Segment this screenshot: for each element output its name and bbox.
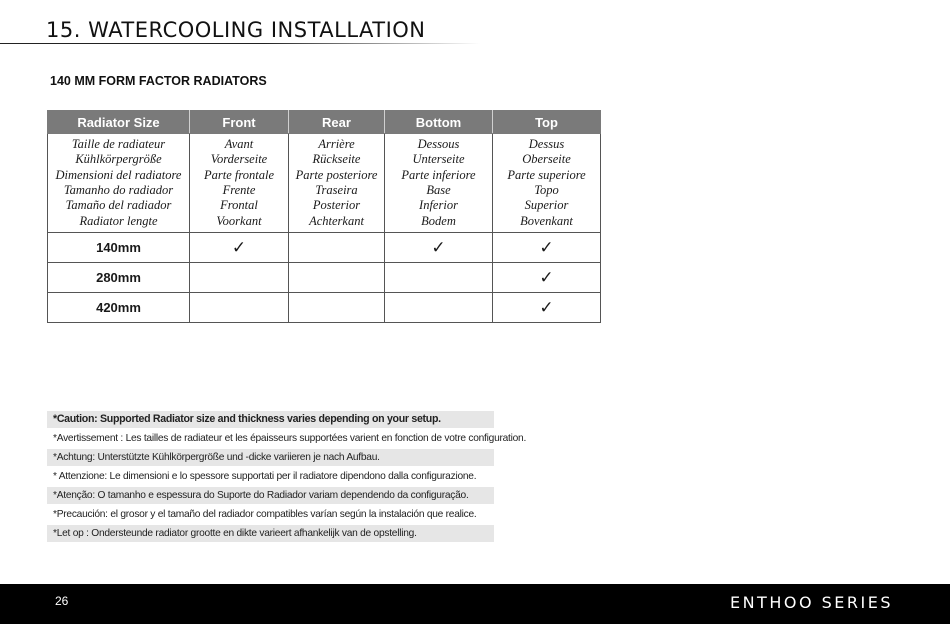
translations-front [190,134,289,233]
rear-support-cell [289,263,385,293]
translation-text: Traseira [315,183,358,197]
rear-support-cell [289,293,385,323]
caution-note: * Attenzione: Le dimensioni e lo spessore supportati per il radiatore dipendono dalla configurazione. [53,470,477,482]
brand-logo-text: ENTHOO SERIES [729,593,893,612]
translation-text: Parte superiore [507,167,586,182]
section-heading: 140 MM FORM FACTOR RADIATORS [50,74,267,88]
top-support-cell: ✓ [493,263,601,293]
table-row [48,263,601,293]
translation-text: Vorderseite [210,152,268,167]
translation-text: Frontal [220,198,258,213]
table-row [48,233,601,263]
translation-text: Achterkant [309,213,364,228]
translation-text: Tamanho do radiador [63,183,174,197]
bottom-support-cell [385,293,493,323]
translations-row [48,134,601,233]
caution-note: *Atenção: O tamanho e espessura do Suporte do Radiador variam dependendo da configuração. [47,487,494,504]
translation-text: Dimensioni del radiatore [55,167,182,182]
radiator-size-cell: 420mm [48,293,190,323]
translation-text: Avant [224,137,254,152]
translation-text: Dessous [417,137,460,152]
translation-text: Frente [222,183,256,197]
translations-radiator-size [48,134,190,233]
top-support-cell: ✓ [493,233,601,263]
translation-text: Voorkant [216,213,262,228]
caution-note: *Let op : Ondersteunde radiator grootte en dikte varieert afhankelijk van de opstelling. [47,525,494,542]
translation-text: Topo [534,183,559,197]
translation-text: Radiator lengte [79,213,158,228]
translation-text: Parte frontale [203,167,274,182]
caution-note: *Avertissement : Les tailles de radiateur et les épaisseurs supportées varient en fonction de votre configuration. [53,432,527,444]
translation-text: Taille de radiateur [71,137,166,152]
translation-text: Superior [524,198,569,213]
translation-text: Posterior [312,198,361,213]
translations-bottom [385,134,493,233]
page-number: 26 [55,594,69,608]
translation-text: Bovenkant [520,213,573,228]
top-support-cell: ✓ [493,293,601,323]
column-header-rear: Rear [289,111,385,134]
table-header-row [48,111,601,134]
translation-text: Kühlkörpergröße [75,152,162,167]
translation-text: Base [426,183,451,197]
translation-text: Bodem [421,213,456,228]
caution-note: *Precaución: el grosor y el tamaño del radiador compatibles varían según la instalación que realice. [53,508,477,520]
translation-text: Tamaño del radiador [65,198,172,213]
caution-note: *Caution: Supported Radiator size and thickness varies depending on your setup. [47,411,494,428]
caution-notes [47,411,527,544]
front-support-cell [190,263,289,293]
page-title: 15. WATERCOOLING INSTALLATION [46,18,426,42]
translation-text: Oberseite [522,152,571,167]
column-header-front: Front [190,111,289,134]
translations-top [493,134,601,233]
translation-text: Parte posteriore [295,167,378,182]
radiator-size-cell: 140mm [48,233,190,263]
translation-text: Parte inferiore [401,167,476,182]
radiator-size-cell: 280mm [48,263,190,293]
radiator-support-table [47,110,601,323]
caution-note: *Achtung: Unterstützte Kühlkörpergröße und -dicke variieren je nach Aufbau. [47,449,494,466]
table-row [48,293,601,323]
translation-text: Rückseite [312,152,361,167]
translation-text: Unterseite [412,152,465,167]
page-footer [0,584,950,624]
translation-text: Inferior [419,198,458,213]
bottom-support-cell: ✓ [385,233,493,263]
bottom-support-cell [385,263,493,293]
column-header-bottom: Bottom [385,111,493,134]
front-support-cell [190,293,289,323]
column-header-radiator-size: Radiator Size [48,111,190,134]
front-support-cell: ✓ [190,233,289,263]
column-header-top: Top [493,111,601,134]
translations-rear [289,134,385,233]
title-rule [0,43,480,44]
translation-text: Arrière [318,137,355,152]
rear-support-cell [289,233,385,263]
translation-text: Dessus [528,137,565,152]
